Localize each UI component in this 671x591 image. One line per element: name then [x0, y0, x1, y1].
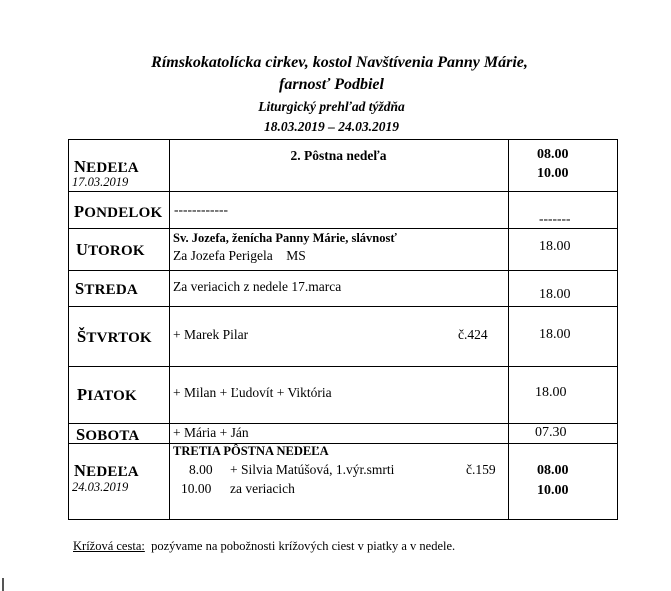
day-label-utorok: UTOROK	[76, 240, 145, 259]
day-label-sobota: SOBOTA	[76, 425, 140, 444]
mass-time: 18.00	[535, 385, 567, 400]
liturgical-day-title: TRETIA PÔSTNA NEDEĽA	[173, 444, 329, 458]
date-nedela-2: 24.03.2019	[72, 480, 129, 494]
intention-text: ------------	[174, 202, 228, 217]
parish-title: Rímskokatolícka cirkev, kostol Navštívenia Panny Márie,	[151, 54, 528, 71]
mass-time: 08.00	[537, 463, 569, 478]
intention-text: + Milan + Ľudovít + Viktória	[173, 385, 332, 400]
mass-time: 18.00	[539, 239, 571, 254]
intention-text: Za veriacich z nedele 17.marca	[173, 279, 342, 294]
mass-time: 10.00	[537, 166, 569, 181]
parish-name: farnosť Podbiel	[279, 76, 384, 93]
scan-mark	[2, 578, 4, 591]
intention-text: za veriacich	[230, 481, 295, 496]
date-range: 18.03.2019 – 24.03.2019	[264, 119, 399, 134]
mass-time: 10.00	[537, 483, 569, 498]
intention-text: + Silvia Matúšová, 1.výr.smrti	[230, 462, 395, 477]
footer-text: pozývame na pobožnosti krížových ciest v piatky a v nedele.	[151, 539, 456, 553]
mass-time: -------	[539, 211, 571, 226]
song-number: č.159	[466, 462, 496, 477]
mass-time: 07.30	[535, 425, 567, 440]
intention-text: Za Jozefa Perigela MS	[173, 248, 306, 263]
mass-time-inline: 8.00	[189, 462, 213, 477]
song-number: č.424	[458, 327, 488, 342]
mass-time: 18.00	[539, 327, 571, 342]
footer-label: Krížová cesta:	[73, 539, 145, 553]
date-nedela-1: 17.03.2019	[72, 175, 129, 189]
day-label-stvrtok: ŠTVRTOK	[77, 327, 152, 346]
day-label-nedela-1: NEDEĽA	[74, 157, 139, 176]
mass-time: 18.00	[539, 287, 571, 302]
day-label-nedela-2: NEDEĽA	[74, 461, 139, 480]
liturgical-day-title: 2. Pôstna nedeľa	[290, 148, 387, 163]
mass-time-inline: 10.00	[181, 481, 212, 496]
day-label-streda: STREDA	[75, 279, 138, 298]
intention-text: + Mária + Ján	[173, 425, 249, 440]
day-label-piatok: PIATOK	[77, 385, 137, 404]
mass-time: 08.00	[537, 147, 569, 162]
day-label-pondelok: PONDELOK	[74, 202, 163, 221]
document-title: Liturgický prehľad týždňa	[258, 99, 405, 114]
intention-text: + Marek Pilar	[173, 327, 249, 342]
footer-note	[73, 539, 455, 554]
feast-title: Sv. Jozefa, ženícha Panny Márie, slávnosť	[173, 231, 397, 245]
